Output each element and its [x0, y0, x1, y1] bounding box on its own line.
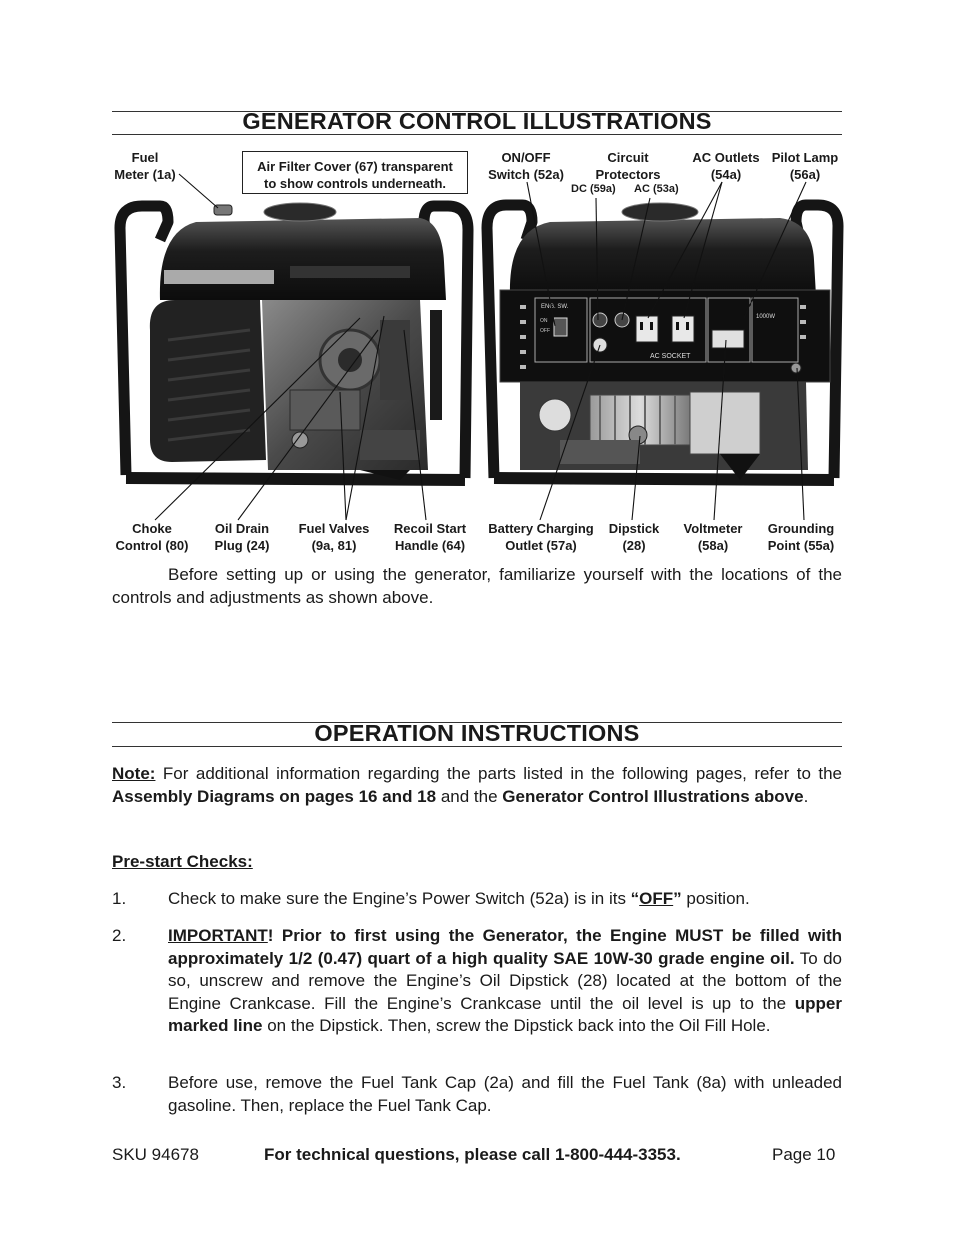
callout-pilot-lamp: Pilot Lamp (56a) [771, 150, 839, 182]
item-1-text: Check to make sure the Engine’s Power Switch (52a) is in its “OFF” position. [168, 889, 750, 908]
item-2-text: IMPORTANT! Prior to first using the Generator, the Engine MUST be filled with approximately 1/2 (0.47) quart of a high quality SAE 10W-30 grade engine oil. To do so, unscrew and remove the Engine’s Oil Dipstick (28) located at the bottom of the Engine Crankcase. Fill the Engine’s Crankcase until the oil level is up to the upper marked line on the Dipstick. Then, screw the Dipstick back into the Oil Fill Hole. [168, 926, 842, 1035]
svg-text:AC SOCKET: AC SOCKET [650, 353, 691, 360]
svg-text:1000W: 1000W [756, 314, 776, 320]
page-title: GENERATOR CONTROL ILLUSTRATIONS [242, 108, 712, 134]
callout-fuel-valves: Fuel Valves (9a, 81) [298, 521, 370, 553]
prestart-heading: Pre-start Checks: [112, 852, 253, 871]
footer-page-number: Page 10 [772, 1145, 836, 1164]
section-underline [112, 746, 842, 747]
item-1-number: 1. [112, 889, 127, 908]
generator-illustration [0, 0, 954, 560]
item-2-number: 2. [112, 926, 127, 945]
callout-recoil-start-handle: Recoil Start Handle (64) [393, 521, 467, 553]
callout-grounding-point: Grounding Point (55a) [767, 521, 835, 553]
callout-circuit-protectors: Circuit Protectors [595, 150, 661, 182]
intro-paragraph: Before setting up or using the generator, familiarize yourself with the locations of the controls and adjustments as shown above. [112, 565, 842, 607]
callout-dipstick: Dipstick (28) [608, 521, 660, 553]
footer-tech-support: For technical questions, please call 1-800-444-3353. [264, 1145, 681, 1164]
svg-text:ON: ON [540, 318, 548, 324]
callout-ac-outlets: AC Outlets (54a) [692, 150, 760, 182]
callout-on-off-switch: ON/OFF Switch (52a) [488, 150, 564, 182]
callout-voltmeter: Voltmeter (58a) [683, 521, 743, 553]
callout-dc-protector: DC (59a) [571, 183, 616, 195]
callout-battery-charging-outlet: Battery Charging Outlet (57a) [488, 521, 594, 553]
footer-sku: SKU 94678 [112, 1145, 199, 1164]
section-title: OPERATION INSTRUCTIONS [314, 720, 640, 746]
left-generator-photo [120, 203, 468, 480]
note-paragraph: For additional information regarding the parts listed in the following pages, refer to the Assembly Diagrams on pages 16 and 18 and the Generator Control Illustrations above. [112, 764, 842, 806]
callout-ac-protector: AC (53a) [634, 183, 679, 195]
callout-air-filter: Air Filter Cover (67) transparent to show controls underneath. [257, 159, 453, 191]
svg-text:ENG. SW.: ENG. SW. [541, 304, 569, 310]
callout-choke-control: Choke Control (80) [115, 521, 189, 553]
item-3-text: Before use, remove the Fuel Tank Cap (2a) and fill the Fuel Tank (8a) with unleaded gasoline. Then, replace the Fuel Tank Cap. [168, 1073, 842, 1115]
callout-fuel-meter: Fuel Meter (1a) [114, 150, 176, 182]
item-3-number: 3. [112, 1073, 127, 1092]
svg-text:OFF: OFF [540, 328, 550, 334]
callout-oil-drain-plug: Oil Drain Plug (24) [214, 521, 270, 553]
note-label: Note: [112, 764, 156, 783]
